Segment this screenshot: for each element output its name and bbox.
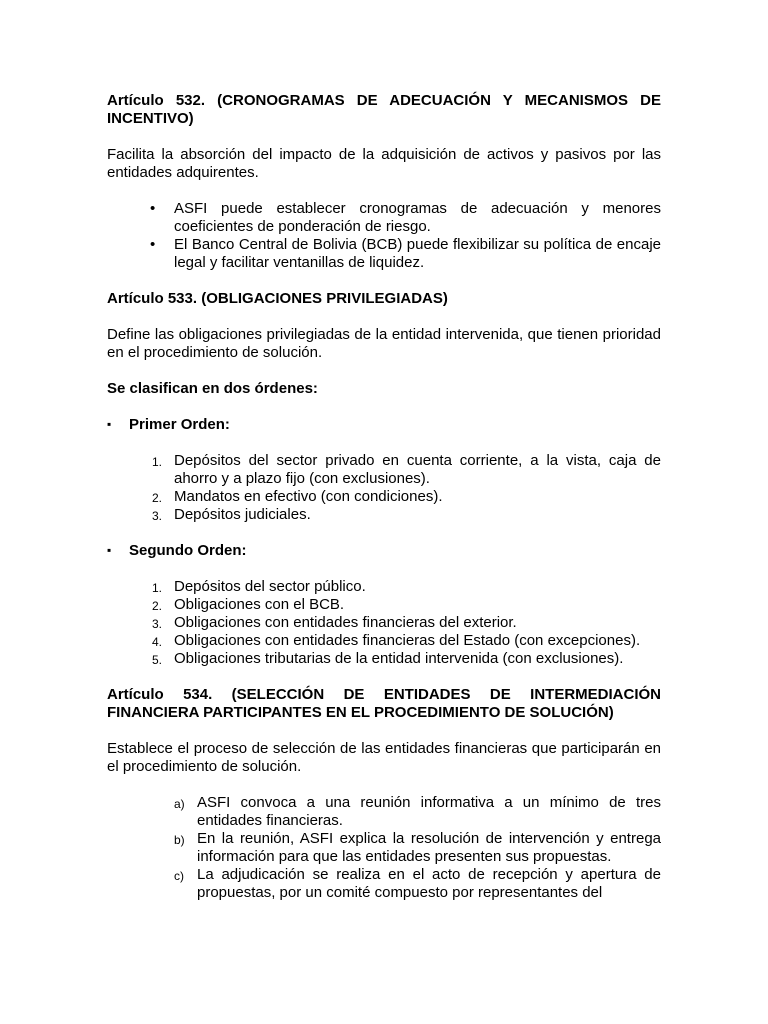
- article-534-intro: Establece el proceso de selección de las entidades financieras que participarán en el procedimiento de solución.: [107, 740, 661, 775]
- number-marker: 3.: [152, 509, 163, 523]
- article-534-title: Artículo 534. (SELECCIÓN DE ENTIDADES DE INTERMEDIACIÓN FINANCIERA PARTICIPANTES EN EL PROCEDIMIENTO DE SOLUCIÓN): [107, 686, 661, 721]
- second-order-list: [107, 578, 661, 668]
- list-item: [107, 866, 661, 902]
- article-533-title: Artículo 533. (OBLIGACIONES PRIVILEGIADAS): [107, 290, 448, 307]
- list-item-text: El Banco Central de Bolivia (BCB) puede flexibilizar su política de encaje legal y facilitar ventanillas de liquidez.: [174, 236, 661, 271]
- number-marker: 4.: [152, 635, 163, 649]
- article-534-lettered-list: [107, 794, 661, 902]
- list-item: [107, 488, 661, 506]
- list-item: [107, 578, 661, 596]
- article-532-bullet-list: [107, 200, 661, 272]
- number-marker: 1.: [152, 455, 163, 469]
- list-item-text: Depósitos judiciales.: [174, 506, 311, 523]
- first-order-heading: [107, 416, 661, 434]
- list-item: [107, 614, 661, 632]
- number-marker: 2.: [152, 599, 163, 613]
- classification-heading: Se clasifican en dos órdenes:: [107, 380, 318, 397]
- list-item-text: Mandatos en efectivo (con condiciones).: [174, 488, 443, 505]
- letter-marker: c): [174, 869, 184, 883]
- square-bullet-marker: ▪: [107, 543, 112, 557]
- document-body: [107, 92, 661, 902]
- list-item-text: La adjudicación se realiza en el acto de recepción y apertura de propuestas, por un comité compuesto por representantes del: [197, 866, 661, 901]
- list-item-text: Obligaciones con entidades financieras del Estado (con excepciones).: [174, 632, 641, 649]
- list-item: [107, 650, 661, 668]
- list-item-text: Depósitos del sector privado en cuenta corriente, a la vista, caja de ahorro y a plazo fijo (con exclusiones).: [174, 452, 661, 487]
- list-item: [107, 632, 661, 650]
- list-item: [107, 200, 661, 236]
- second-order-heading: [107, 542, 661, 560]
- list-item: [107, 506, 661, 524]
- article-532-intro: Facilita la absorción del impacto de la adquisición de activos y pasivos por las entidades adquirentes.: [107, 146, 661, 181]
- first-order-list: [107, 452, 661, 524]
- list-item: [107, 794, 661, 830]
- list-item: [107, 236, 661, 272]
- number-marker: 2.: [152, 491, 163, 505]
- list-item-text: ASFI puede establecer cronogramas de adecuación y menores coeficientes de ponderación de riesgo.: [174, 200, 661, 235]
- list-item-text: Obligaciones con entidades financieras del exterior.: [174, 614, 517, 631]
- article-533-intro: Define las obligaciones privilegiadas de la entidad intervenida, que tienen prioridad en el procedimiento de solución.: [107, 326, 661, 361]
- letter-marker: b): [174, 833, 185, 847]
- list-item: [107, 596, 661, 614]
- list-item-text: ASFI convoca a una reunión informativa a un mínimo de tres entidades financieras.: [197, 794, 661, 829]
- number-marker: 1.: [152, 581, 163, 595]
- first-order-label: Primer Orden:: [129, 416, 230, 433]
- list-item-text: Obligaciones con el BCB.: [174, 596, 345, 613]
- number-marker: 5.: [152, 653, 163, 667]
- list-item-text: En la reunión, ASFI explica la resolución de intervención y entrega información para que las entidades presenten sus propuestas.: [197, 830, 661, 865]
- second-order-label: Segundo Orden:: [129, 542, 247, 559]
- square-bullet-marker: ▪: [107, 417, 112, 431]
- article-532-title: Artículo 532. (CRONOGRAMAS DE ADECUACIÓN Y MECANISMOS DE INCENTIVO): [107, 92, 661, 127]
- list-item: [107, 830, 661, 866]
- bullet-marker: •: [150, 236, 156, 253]
- letter-marker: a): [174, 797, 185, 811]
- number-marker: 3.: [152, 617, 163, 631]
- list-item-text: Obligaciones tributarias de la entidad intervenida (con exclusiones).: [174, 650, 624, 667]
- list-item-text: Depósitos del sector público.: [174, 578, 366, 595]
- bullet-marker: •: [150, 200, 156, 217]
- list-item: [107, 452, 661, 488]
